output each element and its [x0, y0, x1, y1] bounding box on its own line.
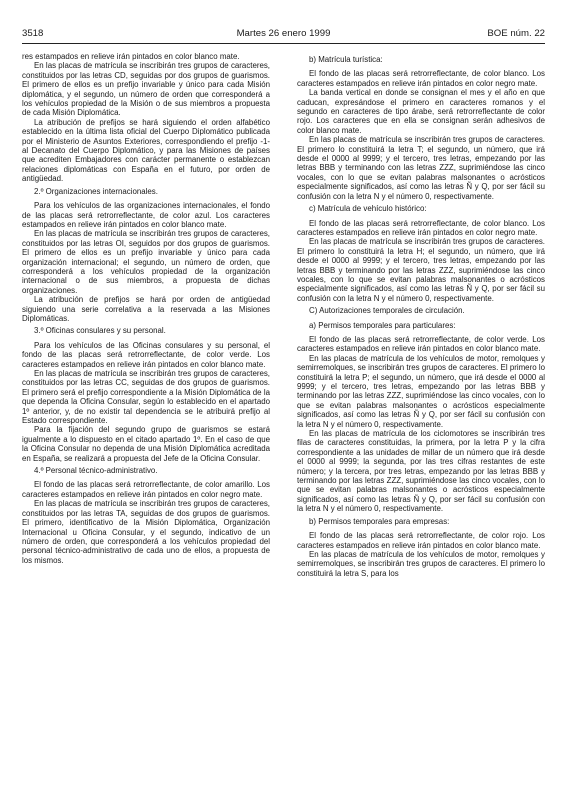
- paragraph: La banda vertical en donde se consignan el mes y el año en que caducan, expresándose el primero en caracteres romanos y el segundo en caracteres de tipo árabe, será retrorreflectante de color rojo. Los caracteres que en ella se consignan serán adhesivos de color blanco mate.: [297, 88, 545, 135]
- paragraph: En las placas de matrícula se inscribirán tres grupos de caracteres, constituidos por las letras TA, seguidas de dos grupos de guarismos. El primero, identificativo de la Misión Diplomática, Organización Internacional u Oficina Consular, y el segundo, indicativo de un número de orden, que corresponderá a los vehículos propiedad del personal técnico-administrativo de cada uno de ellos, a propuesta de los mismos.: [22, 499, 270, 565]
- paragraph: El fondo de las placas será retrorreflectante, de color rojo. Los caracteres estampados en relieve irán pintados en color blanco mate.: [297, 531, 545, 550]
- publication-date: Martes 26 enero 1999: [236, 28, 331, 39]
- page-number: 3518: [22, 28, 44, 39]
- paragraph: En las placas de matrícula se inscribirán tres grupos de caracteres, constituidos por las letras OI, seguidos por dos grupos de guarismos. El primero de ellos es un prefijo invariable y único para cada organización internacional; el segundo, un número de orden, que corresponderá a los vehículos propiedad de la organización internacional o de sus miembros, a propuesta de dichas organizaciones.: [22, 229, 270, 295]
- section-heading: 2.º Organizaciones internacionales.: [34, 186, 158, 196]
- paragraph: El fondo de las placas será retrorreflectante, de color amarillo. Los caracteres estampados en relieve irán pintados en color negro mate.: [22, 480, 270, 499]
- paragraph: En las placas de matrícula de los ciclomotores se inscribirán tres filas de caracteres constituidas, la primera, por la letra P y la cifra correspondiente a las unidades de millar de un número que irá desde el 0000 al 9999; la segunda, por las tres cifras restantes de este número; y la tercera, por tres letras, empezando por las letras BBB y terminando por las letras ZZZ, suprimiéndose las cinco vocales, con lo que se evitan palabras malsonantes o acrósticos especialmente significados, así como las letras Ñ y Q, por ser fácil su confusión con la letra N y el número 0, respectivamente.: [297, 429, 545, 514]
- paragraph: Para la fijación del segundo grupo de guarismos se estará igualmente a lo dispuesto en el citado apartado 1º. En el caso de que la Oficina Consular no dependa de una Misión Diplomática acreditada en España, se realizará a propuesta del Jefe de la Oficina Consular.: [22, 425, 270, 463]
- section-heading: C) Autorizaciones temporales de circulación.: [309, 306, 465, 316]
- paragraph: El fondo de las placas será retrorreflectante, de color blanco. Los caracteres estampados en relieve irán pintados en color negro mate.: [297, 69, 545, 88]
- section-heading: c) Matrícula de vehículo histórico:: [309, 204, 427, 214]
- issue-number: BOE núm. 22: [487, 28, 545, 39]
- paragraph: En las placas de matrícula de los vehículos de motor, remolques y semirremolques, se inscribirán tres grupos de caracteres. El primero lo constituirá la letra P; el segundo, un número, que irá desde el 0000 al 9999; y el tercero, tres letras, empezando por las letras BBB y terminando por las letras ZZZ, suprimiéndose las cinco vocales, con lo que se evitan palabras malsonantes o acrósticos especialmente significados, así como las letras Ñ y Q, por ser fácil su confusión con la letra N y el número 0, respectivamente.: [297, 353, 545, 429]
- section-heading: b) Permisos temporales para empresas:: [309, 516, 450, 526]
- header-divider: [22, 43, 545, 44]
- paragraph: Para los vehículos de las organizaciones internacionales, el fondo de las placas será retrorreflectante, de color azul. Los caracteres estampados en relieve irán pintados en color blanco mate.: [22, 201, 270, 229]
- paragraph: Para los vehículos de las Oficinas consulares y su personal, el fondo de las placas será retrorreflectante, de color verde. Los caracteres estampados en relieve irán pintados en color blanco mate.: [22, 340, 270, 369]
- section-heading: b) Matrícula turística:: [309, 55, 383, 64]
- paragraph: En las placas de matrícula de los vehículos de motor, remolques y semirremolques, se inscribirán tres grupos de caracteres. El primero lo constituirá la letra S, para los: [297, 549, 545, 578]
- page-header: [22, 27, 545, 41]
- paragraph: El fondo de las placas será retrorreflectante, de color blanco. Los caracteres estampados en relieve irán pintados en color negro mate.: [297, 218, 545, 237]
- left-column: [22, 52, 270, 565]
- paragraph: En las placas de matrícula se inscribirán tres grupos de caracteres, constituidos por las letras CC, seguidas de dos grupos de guarismos. El primero será el prefijo correspondiente a la Misión Diplomática de la que dependa la Oficina Consular, según lo establecido en el apartado 1º anterior, y, de no existir tal dependencia se le atribuirá prefijo al Estado correspondiente.: [22, 369, 270, 426]
- section-heading: a) Permisos temporales para particulares:: [309, 320, 456, 330]
- section-heading: 3.º Oficinas consulares y su personal.: [34, 326, 166, 336]
- right-column: [297, 52, 545, 578]
- paragraph: En las placas de matrícula se inscribirán tres grupos de caracteres. El primero lo constituirá la letra H; el segundo, un número, que irá desde el 0000 al 9999; y el tercero, tres letras, empezando por las letras BBB y terminando por las letras ZZZ, suprimiéndose las cinco vocales, con lo que se evitan palabras malsonantes o acrósticos especialmente significados, así como las letras Ñ y Q, por ser fácil su confusión con la letra N y el número 0, respectivamente.: [297, 237, 545, 303]
- paragraph: La atribución de prefijos se hará por orden de antigüedad siguiendo una serie correlativa a la reservada a las Misiones Diplomáticas.: [22, 295, 270, 323]
- section-heading: 4.º Personal técnico-administrativo.: [34, 466, 158, 476]
- paragraph: En las placas de matrícula se inscribirán tres grupos de caracteres, constituidos por las letras CD, seguidas por dos grupos de guarismos. El primero de ellos es un prefijo invariable y único para cada Misión diplomática, y el segundo, un número de orden que corresponderá a los vehículos propiedad de la Misión o de sus miembros a propuesta de cada Misión Diplomática.: [22, 61, 270, 118]
- paragraph: La atribución de prefijos se hará siguiendo el orden alfabético establecido en la última lista oficial del Cuerpo Diplomático publicada por el Ministerio de Asuntos Exteriores, correspondiendo el prefijo -1- al Decanato del Cuerpo Diplomático, y para las Misiones de países que acrediten Embajadores con carácter permanente o establezcan relaciones diplomáticas con España en el futuro, por orden de antigüedad.: [22, 117, 270, 184]
- paragraph: El fondo de las placas será retrorreflectante, de color verde. Los caracteres estampados en relieve irán pintados en color blanco mate.: [297, 334, 545, 354]
- paragraph: En las placas de matrícula se inscribirán tres grupos de caracteres. El primero lo constituirá la letra T; el segundo, un número, que irá desde el 0000 al 9999; y el tercero, tres letras, empezando por las letras BBB y terminando con las letras ZZZ, suprimiéndose las cinco vocales, con lo que se evitan palabras malsonantes o acrósticos especialmente significados, así como las letras Ñ y Q, por ser fácil su confusión con la letra N y el número 0, respectivamente.: [297, 135, 545, 201]
- paragraph: res estampados en relieve irán pintados en color blanco mate.: [22, 52, 240, 61]
